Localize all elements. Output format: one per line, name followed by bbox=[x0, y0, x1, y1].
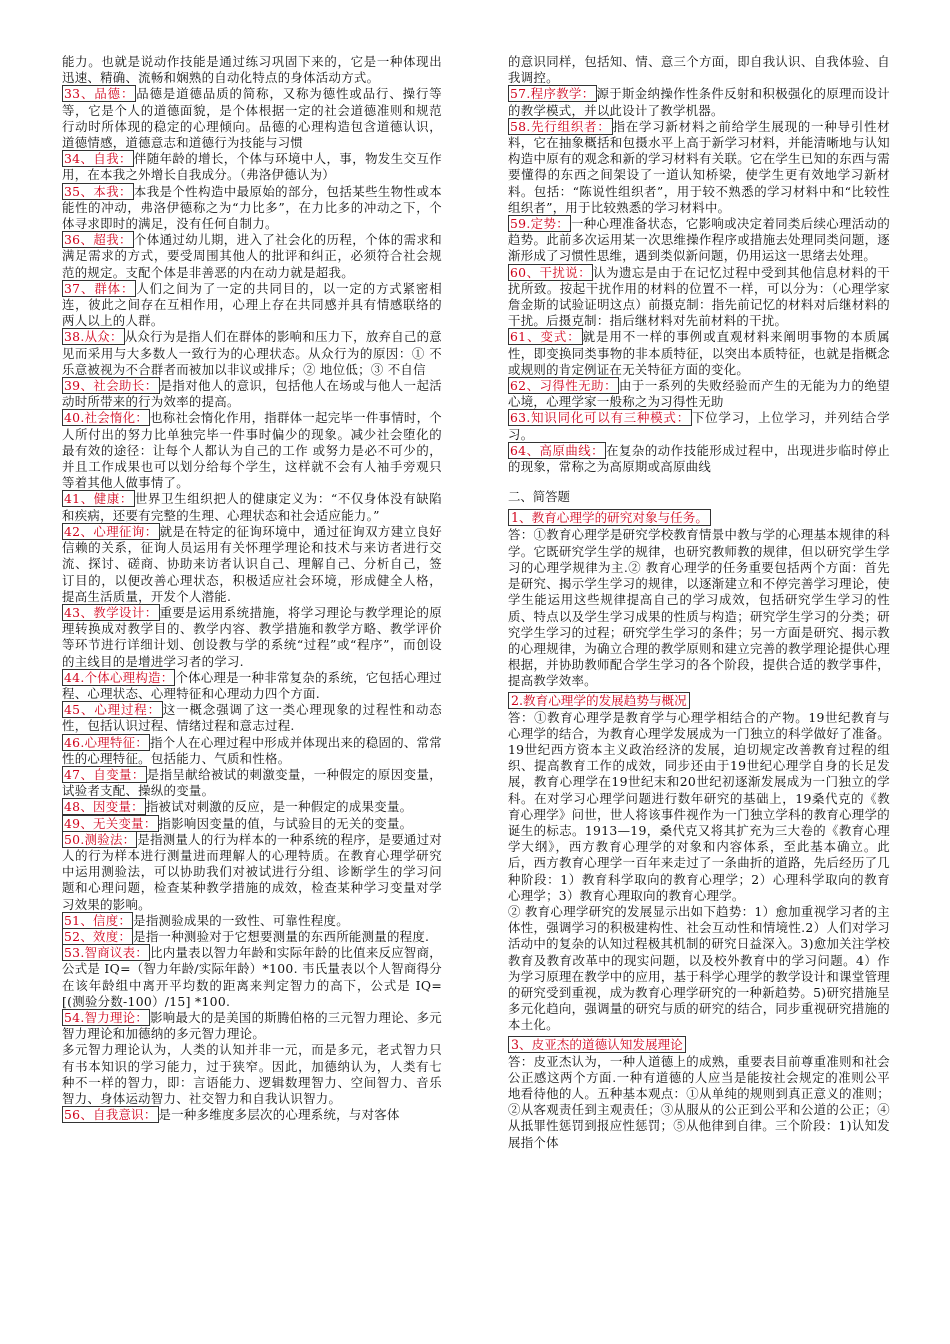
glossary-entry: 39、社会助长： 是指对他人的意识，包括他人在场或与他人一起活动时所带来的行为效率的提高。 bbox=[62, 378, 442, 410]
qa-item bbox=[508, 690, 890, 1034]
entry-term: 50.测验法： bbox=[64, 831, 136, 847]
glossary-entry: 61、变式： 就是用不一样的事例或直观材料来阐明事物的本质属性，即变换同类事物的非本质特征，以突出本质特征，也就是指概念或规则的肯定例证在无关特征方面的变化。 bbox=[508, 329, 890, 377]
entry-term: 36、超我： bbox=[64, 232, 132, 248]
right-column bbox=[508, 54, 890, 1151]
left-column bbox=[62, 54, 442, 1123]
glossary-entry: 53.智商议表： 比内量表以智力年龄和实际年龄的比值来反应智商，公式是 IQ=（智力年龄/实际年龄）*100. 韦氏量表以个人智商得分在该年龄组中离开平均数的距离来判定智力的高下，公式是 IQ=[(测验分数-100）/15] *100. bbox=[62, 945, 442, 1009]
glossary-entry: 44.个体心理构造： 个体心理是一种非常复杂的系统，它包括心理过程、心理状态、心理特征和心理动力四个方面. bbox=[62, 669, 442, 701]
glossary-entry: 60、干扰说： 认为遗忘是由于在记忆过程中受到其他信息材料的干扰所致。按起干扰作用的材料的位置不一样，可以分为：（心理学家詹金斯的试验证明这点）前摄克制：指先前记忆的材料对后继材料的干扰。后摄克制：指后继材料对先前材料的干扰。 bbox=[508, 264, 890, 329]
glossary-entry: 多元智力理论认为，人类的认知并非一元，而是多元，老式智力只有书本知识的学习能力，过于狭窄。因此，加德纳认为，人类有七种不一样的智力，即：言语能力、逻辑数理智力、空间智力、音乐智力、身体运动智力、社交智力和自我认识智力。 bbox=[62, 1042, 442, 1106]
entry-term: 64、高原曲线： bbox=[510, 442, 605, 458]
glossary-entry: 43、教学设计： 重要是运用系统措施，将学习理论与教学理论的原理转换成对教学目的、教学内容、教学措施和教学方略、教学评价等环节进行详细计划、创设教与学的系统“过程”或“程序”，而创设的主线目的是增进学习者的学习. bbox=[62, 604, 442, 669]
entry-term: 37、群体： bbox=[64, 280, 135, 296]
glossary-entry: 40.社会惰化： 也称社会惰化作用，指群体一起完毕一件事情时，个人所付出的努力比单独完毕一件事时偏少的现象。减少社会堕化的最有效的途径：让每个人都认为自己的工作 或努力是必不可少的，并且工作成果也可以划分给每个学生，这样就不会有人袖手旁观只等着其他人做事情了。 bbox=[62, 410, 442, 491]
glossary-entry: 63.知识同化可以有三种模式： 下位学习，上位学习，并列结合学习。 bbox=[508, 410, 890, 442]
glossary-entry: 35、本我： 本我是个性构造中最原始的部分，包括某些生物性或本能性的冲动，弗洛伊德称之为“力比多”，在力比多的冲动之下，个体寻求即时的满足，没有任何自制力。 bbox=[62, 183, 442, 232]
qa-item bbox=[508, 507, 890, 689]
glossary-entry: 59.定势： 一种心理准备状态，它影响或决定着同类后续心理活动的趋势。此前多次运用某一次思维操作程序或措施去处理同类问题，逐渐形成了习惯性思维，遇到类似新问题，仍用运这一思绪去处理。 bbox=[508, 216, 891, 264]
glossary-entry: 49、无关变量： 指影响因变量的值，与试验目的无关的变量。 bbox=[64, 815, 413, 831]
glossary-entry: 42、心理征询： 就是在特定的征询环境中，通过征询双方建立良好信赖的关系，征询人员运用有关怀理学理论和技术与来访者进行交流、探讨、磋商、协助来访者认识自己、理解自己、分析自己，签订目的，以便改善心理状态，积极适应社会环境，形成健全人格，提高生活质量，开发个人潜能. bbox=[62, 523, 442, 604]
glossary-entry: 47、自变量： 是指呈献给被试的刺激变量，一种假定的原因变量，试验者支配、操纵的变量。 bbox=[62, 766, 442, 799]
entry-term: 47、自变量： bbox=[64, 766, 145, 782]
glossary-entry: 36、超我： 个体通过幼儿期，进入了社会化的历程，个体的需求和满足需求的方式，要受周围其他人的批评和纠正，必须符合社会规范的规定。支配个体是非善恶的内在动力就是超我。 bbox=[62, 232, 442, 280]
glossary-entry: 57.程序教学： 源于斯金纳操作性条件反射和积极强化的原理而设计的教学模式，并以此设计了教学机器。 bbox=[508, 86, 890, 118]
answer-paragraph: 答：皮亚杰认为，一种人道德上的成熟，重要表目前尊重准则和社会公正感这两个方面.一种有道德的人应当是能按社会规定的准则公平地看待他的人。五种基本观点：①从单纯的规则到真正意义的准则；②从客观责任到主观责任；③从服从的公正到公平和公道的公正；④从抵罪性惩罚到报应性惩罚；⑤从他律到自律。三个阶段：1)认知发展指个体 bbox=[508, 1053, 890, 1150]
glossary-entry: 38.从众： 从众行为是指人们在群体的影响和压力下，放弃自己的意见而采用与大多数人一致行为的心理状态。从众行为的原因：① 不乐意被视为不合群者而被加以非议或排斥；② 地位低；③ 不自信 bbox=[62, 329, 442, 377]
entry-term: 54.智力理论： bbox=[64, 1009, 149, 1025]
glossary-entry: 64、高原曲线： 在复杂的动作技能形成过程中，出现进步临时停止的现象，常称之为高原期或高原曲线 bbox=[508, 442, 890, 475]
entry-term: 60、干扰说： bbox=[510, 264, 592, 280]
glossary-entry: 54.智力理论： 影响最大的是美国的斯腾伯格的三元智力理论、多元智力理论和加德纳的多元智力理论。 bbox=[62, 1009, 442, 1042]
entry-term: 39、社会助长： bbox=[64, 378, 158, 394]
glossary-entry: 的意识同样，包括知、情、意三个方面，即自我认识、自我体验、自我调控。 bbox=[508, 54, 890, 86]
glossary-entry: 41、健康： 世界卫生组织把人的健康定义为：“不仅身体没有缺陷和疾病，还要有完整的生理、心理状态和社会适应能力。” bbox=[62, 491, 442, 523]
entry-term: 46.心理特征： bbox=[64, 734, 149, 750]
entry-term: 53.智商议表： bbox=[64, 945, 149, 961]
glossary-entry: 34、自我： 伴随年龄的增长，个体与环境中人，事，物发生交互作用，在本我之外增长自我成分。（弗洛伊德认为） bbox=[62, 151, 442, 183]
glossary-entry: 56、自我意识： 是一种多维度多层次的心理系统，与对客体 bbox=[64, 1107, 400, 1123]
question-heading: 2.教育心理学的发展趋势与概况 bbox=[508, 692, 690, 709]
entry-term: 59.定势： bbox=[510, 216, 569, 232]
entry-term: 58.先行组织者： bbox=[510, 118, 611, 134]
entry-term: 56、自我意识： bbox=[64, 1107, 157, 1123]
glossary-entry: 46.心理特征： 指个人在心理过程中形成并体现出来的稳固的、常常性的心理特征。包括能力、气质和性格。 bbox=[62, 734, 442, 766]
glossary-entry: 50.测验法： 是指测量人的行为样本的一种系统的程序，是要通过对人的行为样本进行测量进而理解人的心理特质。在教育心理学研究中运用测验法，可以协助我们对被试进行分组、诊断学生的学习问题和心理问题，检查某种教学措施的成效，检查某种学习变量对学习效果的影响。 bbox=[62, 831, 443, 912]
entry-term: 43、教学设计： bbox=[64, 604, 158, 620]
entry-term: 40.社会惰化： bbox=[64, 410, 149, 426]
glossary-entry: 33、品德： 品德是道德品质的简称，又称为德性或品行、操行等等，它是个人的道德面貌，是个体根据一定的社会道德准则和规范行动时所体现的稳定的心理倾向。品德的心理构造包含道德认识，道德情感，道德意志和道德行为技能与习惯 bbox=[62, 86, 442, 151]
entry-term: 57.程序教学： bbox=[510, 86, 595, 102]
entry-term: 63.知识同化可以有三种模式： bbox=[510, 410, 690, 426]
entry-term: 61、变式： bbox=[510, 329, 581, 345]
entry-term: 45、心理过程： bbox=[64, 702, 161, 718]
glossary-entry: 37、群体： 人们之间为了一定的共同目的，以一定的方式紧密相连，彼此之间存在互相作用，心理上存在共同感并具有情感联络的两人以上的人群。 bbox=[62, 280, 442, 329]
answer-paragraph: 答：①教育心理学是研究学校教育情景中教与学的心理基本规律的科学。它既研究学生学的规律，也研究教师教的规律，但以研究学生学习的心理学规律为主.② 教育心理学的任务重要包括两个方面：首先是研究、揭示学生学习的规律，以逐渐建立和不停完善学习理论，使学生能运用这些规律提高自己的学习成效，包括研究学生学习的性质、特点以及学生学习成果的性质与构造；研究学生学习的分类；研究学生学习的过程；研究学生学习的条件；另一方面是研究、揭示教的心理规律，为确立合理的教学原则和建立完善的教学理论提供心理根据，并协助教师配合学生学习的各个阶段，提供合适的教学事件，提高教学效率。 bbox=[508, 527, 890, 689]
entry-term: 49、无关变量： bbox=[64, 815, 157, 831]
glossary-entry: 52、效度： 是指一种测验对于它想要测量的东西所能测量的程度. bbox=[64, 928, 430, 944]
entry-term: 42、心理征询： bbox=[64, 523, 158, 539]
entry-term: 33、品德： bbox=[64, 86, 135, 102]
entry-term: 34、自我： bbox=[64, 151, 132, 167]
entry-term: 41、健康： bbox=[64, 491, 133, 507]
entry-term: 52、效度： bbox=[64, 928, 132, 944]
answer-paragraph: 答：①教育心理学是教育学与心理学相结合的产物。19世纪教育与心理学的结合，为教育心理学发展成为一门独立的科学做好了准备。19世纪西方资本主义政治经济的发展，迫切规定改善教育过程的组织、提高教育工作的成效，同步还由于19世纪心理学自身的长足发展，教育心理学在19世纪末和20世纪初逐渐发展成为一门独立的学科。在对学习心理学问题进行数年研究的基础上，19桑代克的《教育心理学》问世，世人将该事件视作为一门独立学科的教育心理学的诞生的标志。1913—19，桑代克又将其扩充为三大卷的《教育心理学大纲》，西方教育心理学的对象和内容体系，至此基本确立。此后，西方教育心理学一百年来走过了一条曲折的道路，先后经历了几种阶段：1）教育科学取向的教育心理学；2）心理科学取向的教育心理学；3）教育心理取向的教育心理学。 bbox=[508, 709, 890, 903]
glossary-entry: 58.先行组织者： 指在学习新材料之前给学生展现的一种导引性材料，它在抽象概括和包摄水平上高于新学习材料，并能清晰地与认知构造中原有的观念和新的学习材料有关联。它在学生已知的东西与需要懂得的东西之间架设了一道认知桥梁，使学生更有效地学习新材料。包括：“陈说性组织者”，用于较不熟悉的学习材料中和“比较性组织者”，用于比较熟悉的学习材料中。 bbox=[508, 118, 890, 215]
entry-term: 62、习得性无助： bbox=[510, 378, 617, 394]
entry-term: 44.个体心理构造： bbox=[64, 669, 174, 685]
glossary-entry: 能力。也就是说动作技能是通过练习巩固下来的，它是一种体现出迅速、精确、流畅和娴熟的自动化特点的身体活动方式。 bbox=[62, 54, 442, 86]
glossary-entry: 45、心理过程： 这一概念强调了这一类心理现象的过程性和动态性，包括认识过程、情绪过程和意志过程. bbox=[62, 702, 442, 734]
answer-paragraph: ② 教育心理学研究的发展显示出如下趋势：1）愈加重视学习者的主体性，强调学习的积极建构性、社会互动性和情境性.2）人们对学习活动中的复杂的认知过程极其机制的研究日益深入。3)愈加关注学校教育及教育改革中的现实问题，以及校外教育中的学习问题。4）作为学习原理在教学中的应用，基于科学心理学的教学设计和课堂管理的研究受到重视，成为教育心理学研究的一种新趋势。5)研究措施呈多元化趋向，强调量的研究与质的研究的结合，同步重视研究措施的本土化。 bbox=[508, 903, 890, 1033]
entry-term: 48、因变量： bbox=[64, 799, 144, 815]
glossary-entry: 51、信度： 是指测验成果的一致性、可靠性程度。 bbox=[64, 912, 349, 928]
qa-item bbox=[508, 1034, 890, 1151]
glossary-entry: 48、因变量： 指被试对刺激的反应，是一种假定的成果变量。 bbox=[64, 799, 413, 815]
entry-term: 35、本我： bbox=[64, 183, 132, 199]
question-heading: 3、皮亚杰的道德认知发展理论 bbox=[508, 1036, 686, 1053]
glossary-entry: 62、习得性无助： 由于一系列的失败经验而产生的无能为力的绝望心境，心理学家一般称之为习得性无助 bbox=[508, 378, 890, 410]
entry-term: 51、信度： bbox=[64, 912, 132, 928]
entry-term: 38.从众： bbox=[64, 329, 123, 345]
question-heading: 1、教育心理学的研究对象与任务。 bbox=[508, 509, 711, 526]
section-title: 二、简答题 bbox=[508, 489, 570, 505]
